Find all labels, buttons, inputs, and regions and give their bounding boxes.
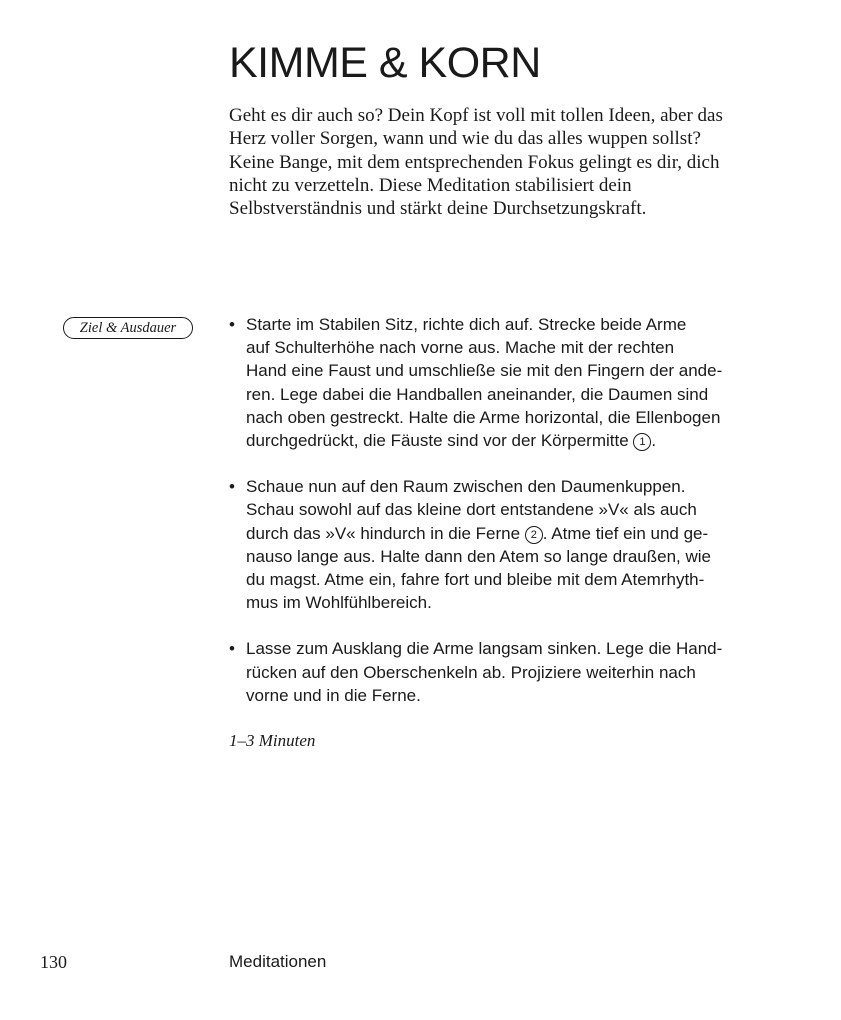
step-text-line: auf Schulterhöhe nach vorne aus. Mache mit der rechten	[246, 338, 675, 358]
step-text-line: Hand eine Faust und umschließe sie mit den Fingern der ande-	[246, 361, 723, 381]
step-text-line: ren. Lege dabei die Handballen aneinander, die Daumen sind	[246, 384, 709, 404]
step-text-line: nauso lange aus. Halte dann den Atem so lange draußen, wie	[246, 546, 711, 566]
step-text-line: vorne und in die Ferne.	[246, 685, 421, 705]
section-name: Meditationen	[229, 952, 327, 971]
step-text-line: Schau sowohl auf das kleine dort entstandene »V« als auch	[246, 500, 697, 520]
step-text-line: durch das »V« hindurch in die Ferne	[246, 523, 521, 543]
page-title: KIMME & KORN	[229, 39, 541, 87]
figure-marker-1: 1	[633, 433, 651, 451]
step-text-line: du magst. Atme ein, fahre fort und bleibe mit dem Atemrhyth-	[246, 570, 705, 590]
bullet-icon: •	[229, 315, 235, 334]
step-text-line: rücken auf den Oberschenkeln ab. Projiziere weiterhin nach	[246, 662, 696, 682]
duration-label: 1–3 Minuten	[229, 731, 316, 750]
step-text-line: . Atme tief ein und ge-	[542, 523, 709, 543]
instruction-step-1	[229, 313, 749, 452]
bullet-icon: •	[229, 477, 235, 497]
step-text-line: nach oben gestreckt. Halte die Arme horizontal, die Ellenbogen	[246, 407, 721, 427]
step-text-line: Lasse zum Ausklang die Arme langsam sinken. Lege die Hand-	[246, 639, 723, 659]
period: .	[651, 431, 657, 451]
category-tag: Ziel & Ausdauer	[63, 317, 193, 339]
step-text-line: durchgedrückt, die Fäuste sind vor der Körpermitte	[246, 431, 629, 451]
intro-paragraph: Geht es dir auch so? Dein Kopf ist voll mit tollen Ideen, aber das Herz voller Sorgen, wann und wie du das alles wuppen sollst? Keine Bange, mit dem entsprechenden Fokus gelingt es dir, dich nicht zu verzetteln. Diese Meditation stabilisiert dein Selbstverständnis und stärkt deine Durchsetzungskraft.	[229, 105, 723, 220]
instruction-list	[229, 313, 749, 730]
figure-marker-2: 2	[525, 526, 543, 544]
bullet-icon: •	[229, 639, 235, 659]
step-text-line: Schaue nun auf den Raum zwischen den Daumenkuppen.	[246, 477, 686, 497]
instruction-step-2	[229, 475, 749, 614]
instruction-step-3	[229, 637, 749, 707]
page-number: 130	[40, 952, 67, 972]
step-text-line: mus im Wohlfühlbereich.	[246, 593, 432, 613]
step-text-line: Starte im Stabilen Sitz, richte dich auf. Strecke beide Arme	[246, 315, 687, 334]
